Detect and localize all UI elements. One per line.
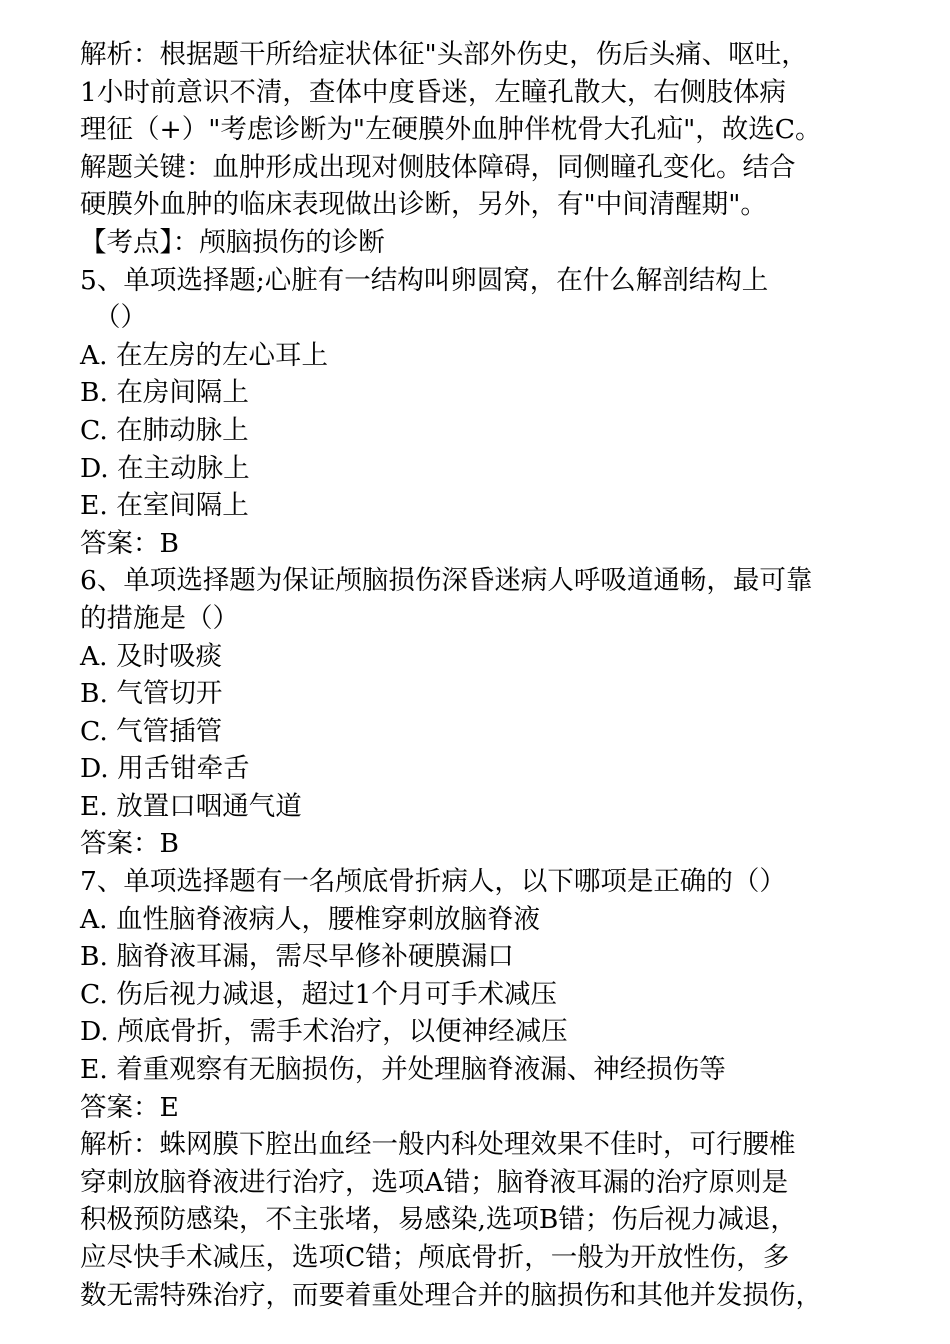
- analysis-line: 1小时前意识不清，查体中度昏迷，左瞳孔散大，右侧肢体病: [80, 76, 786, 108]
- analysis-line: 理征（+）"考虑诊断为"左硬膜外血肿伴枕骨大孔疝"，故选C。: [80, 114, 822, 146]
- question-5-option: A. 在左房的左心耳上: [80, 339, 328, 371]
- analysis-line: 数无需特殊治疗，而要着重处理合并的脑损伤和其他并发损伤，: [80, 1279, 822, 1311]
- question-7-stem: 7、单项选择题有一名颅底骨折病人，以下哪项是正确的（）: [80, 866, 786, 898]
- analysis-line: 穿刺放脑脊液进行治疗，选项A错；脑脊液耳漏的治疗原则是: [80, 1166, 789, 1198]
- analysis-line: 应尽快手术减压，选项C错；颅底骨折，一般为开放性伤，多: [80, 1242, 790, 1273]
- question-6-option: D. 用舌钳牵舌: [80, 753, 250, 785]
- analysis-line: 解题关键：血肿形成出现对侧肢体障碍，同侧瞳孔变化。结合: [80, 151, 796, 183]
- analysis-line: 硬膜外血肿的临床表现做出诊断，另外，有"中间清醒期"。: [80, 189, 767, 221]
- question-5-option: C. 在肺动脉上: [80, 414, 249, 446]
- question-7-answer: 答案：E: [80, 1091, 179, 1123]
- question-7-option: D. 颅底骨折，需手术治疗，以便神经减压: [80, 1016, 568, 1048]
- question-6-option: A. 及时吸痰: [80, 640, 222, 672]
- question-5-stem: 5、单项选择题;心脏有一结构叫卵圆窝，在什么解剖结构上: [80, 264, 769, 296]
- question-5-answer: 答案：B: [80, 527, 179, 559]
- question-7-option: C. 伤后视力减退，超过1个月可手术减压: [80, 978, 558, 1010]
- analysis-line: 解析：蛛网膜下腔出血经一般内科处理效果不佳时，可行腰椎: [80, 1129, 796, 1161]
- question-6-answer: 答案：B: [80, 828, 179, 860]
- question-5-option: B. 在房间隔上: [80, 377, 249, 409]
- document-page: [80, 36, 880, 1314]
- question-7-option: E. 着重观察有无脑损伤，并处理脑脊液漏、神经损伤等: [80, 1054, 726, 1086]
- analysis-line: 积极预防感染，不主张堵，易感染,选项B错；伤后视力减退，: [80, 1204, 797, 1236]
- question-5-option: E. 在室间隔上: [80, 490, 249, 522]
- question-5-option: D. 在主动脉上: [80, 452, 250, 484]
- question-7-option: B. 脑脊液耳漏，需尽早修补硬膜漏口: [80, 941, 514, 973]
- question-6-stem: 的措施是（）: [80, 602, 239, 634]
- question-6-stem: 6、单项选择题为保证颅脑损伤深昏迷病人呼吸道通畅，最可靠: [80, 565, 813, 597]
- analysis-line: 解析：根据题干所给症状体征"头部外伤史，伤后头痛、呕吐，: [80, 39, 808, 70]
- question-5-stem: （）: [94, 302, 147, 334]
- question-6-option: C. 气管插管: [80, 715, 223, 747]
- question-7-option: A. 血性脑脊液病人，腰椎穿刺放脑脊液: [80, 903, 540, 935]
- kaodian: 【考点】：颅脑损伤的诊断: [80, 226, 385, 258]
- question-6-option: B. 气管切开: [80, 678, 223, 710]
- question-6-option: E. 放置口咽通气道: [80, 790, 302, 822]
